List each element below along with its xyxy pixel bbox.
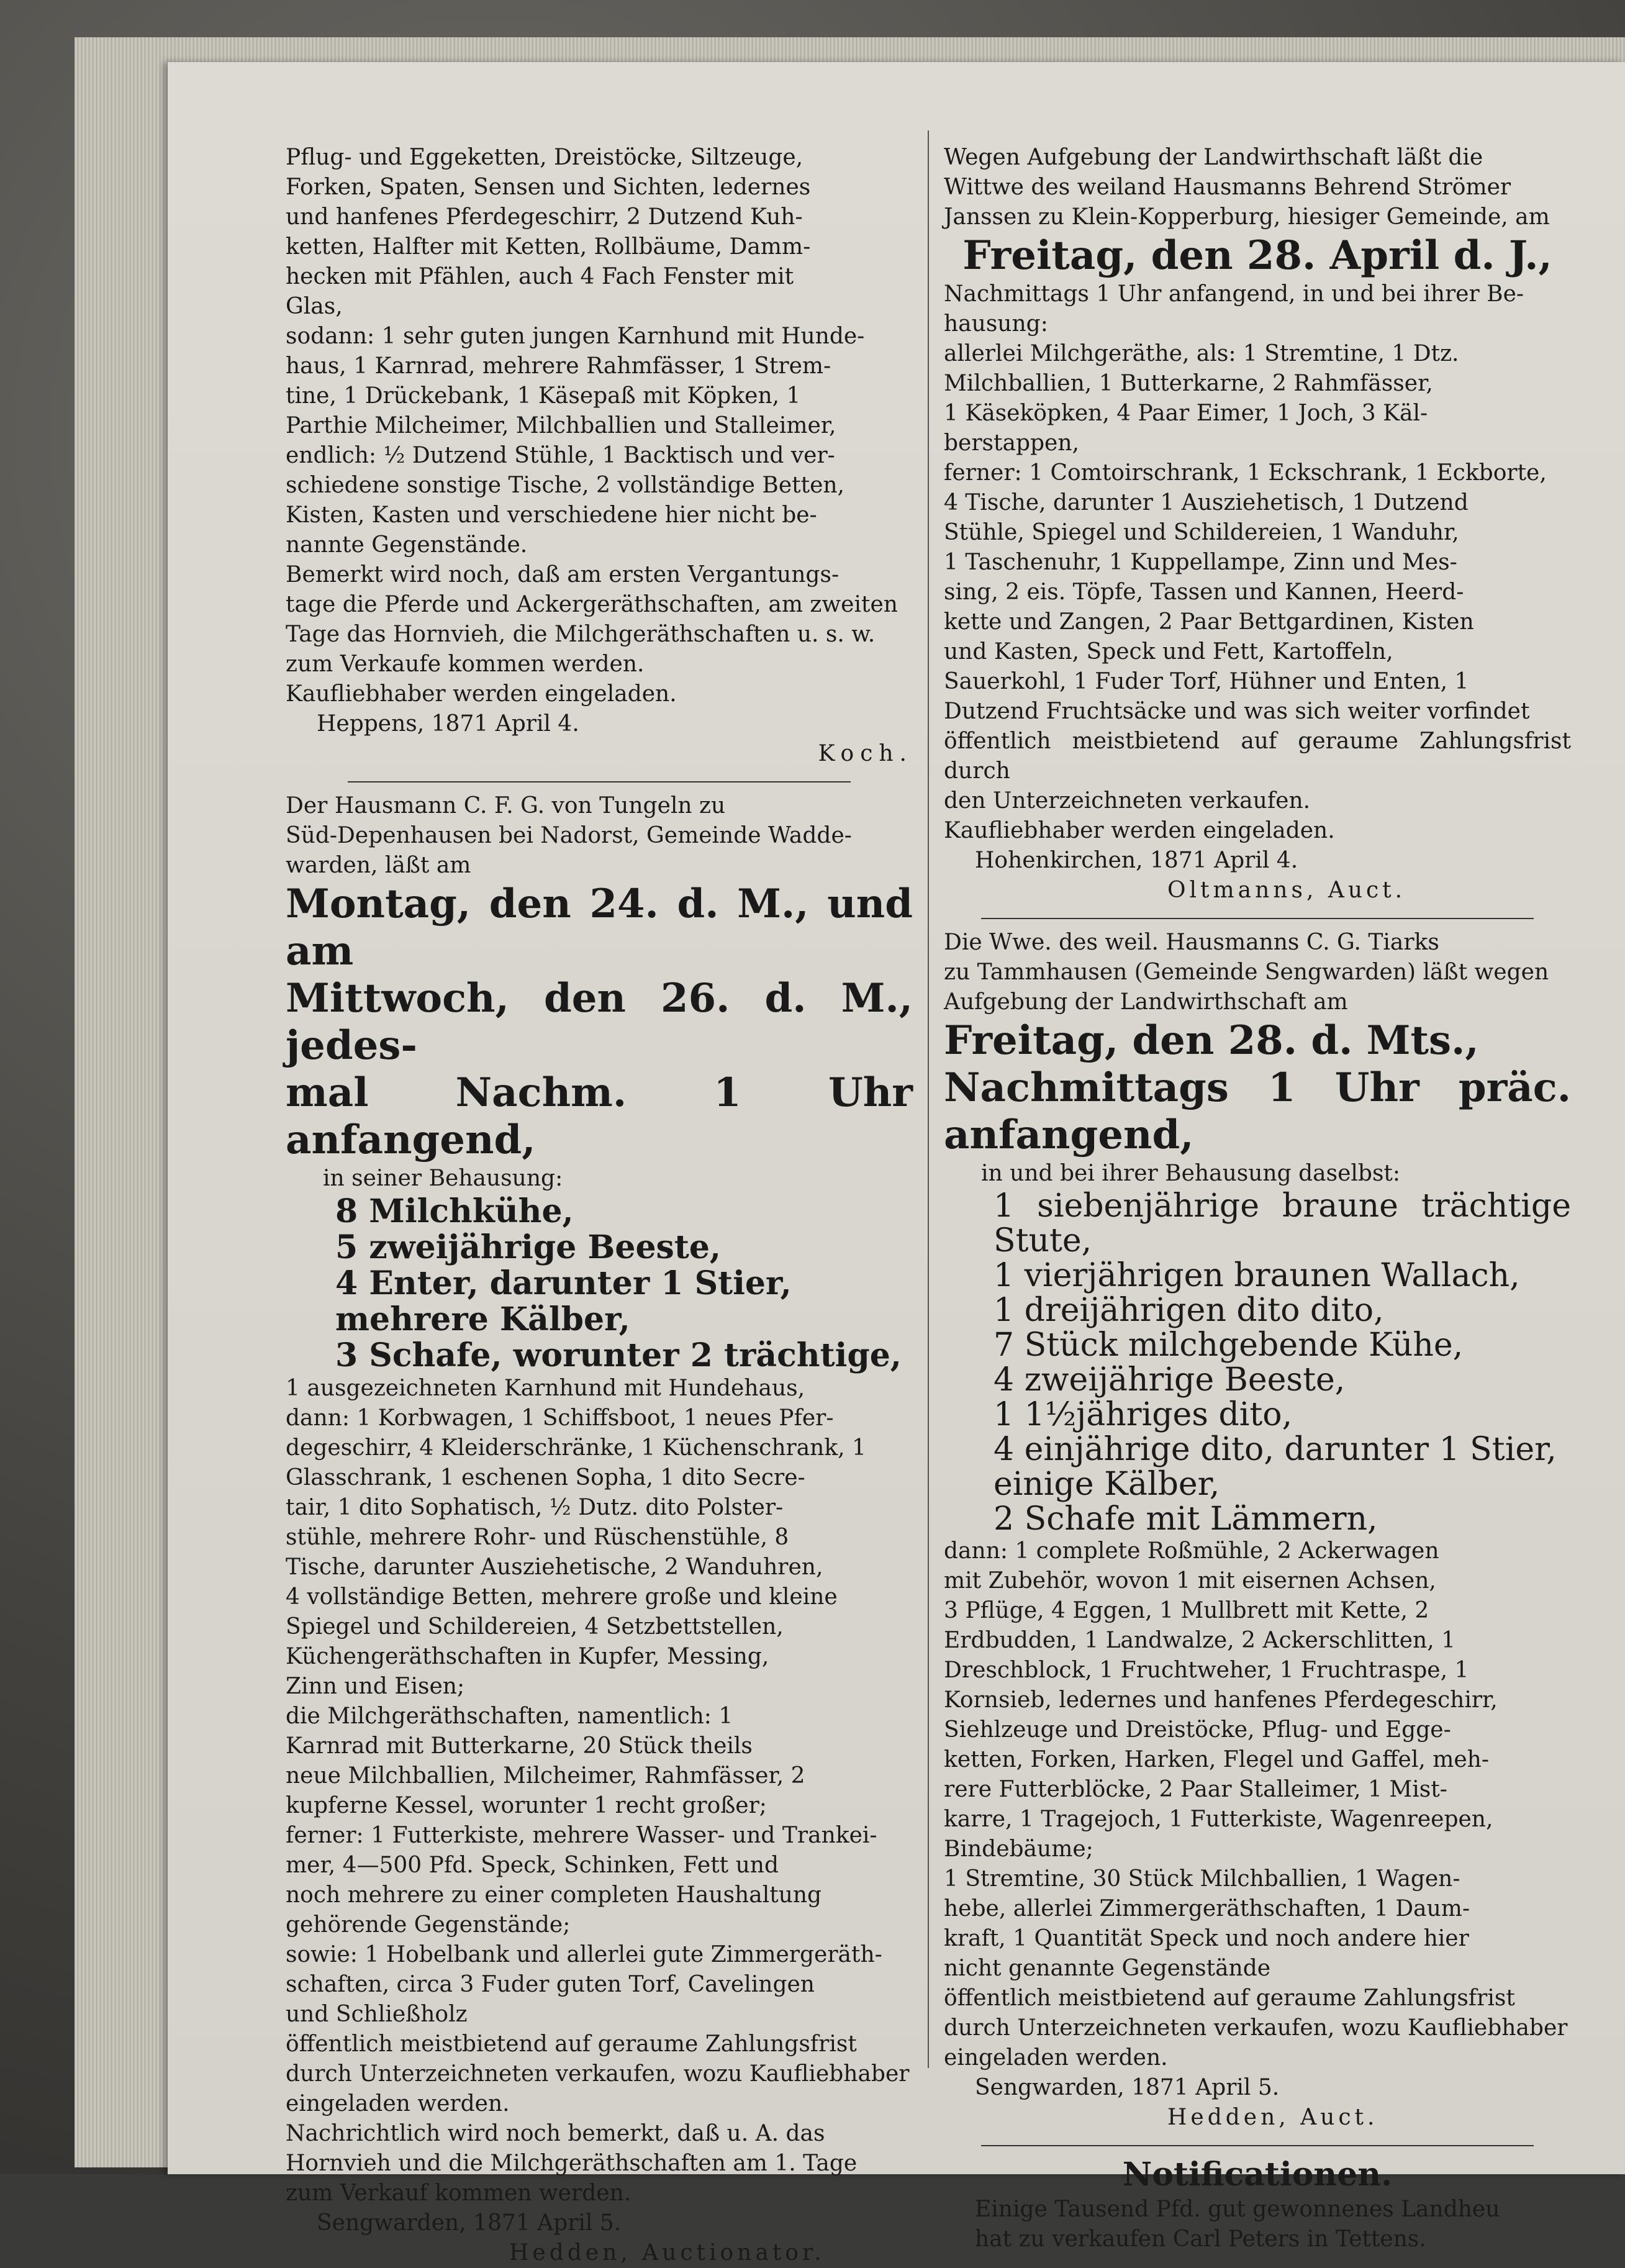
ad4-signature: Hedden, Auct. <box>1167 2105 1378 2130</box>
auction-date-line: Nachmittags 1 Uhr präc. anfangend, <box>944 1064 1571 1158</box>
livestock-item: 1 vierjährigen braunen Wallach, <box>994 1257 1520 1294</box>
text-line: hebe, allerlei Zimmergeräthschaften, 1 Daum- <box>944 1896 1470 1921</box>
livestock-item: 1 dreijährigen dito dito, <box>994 1292 1384 1329</box>
ad3-date: Freitag, den 28. April d. J., <box>962 232 1552 279</box>
text-line: Janssen zu Klein-Kopperburg, hiesiger Gemeinde, am <box>944 204 1550 230</box>
text-line: durch Unterzeichneten verkaufen, wozu Kaufliebhaber <box>944 2015 1568 2041</box>
text-line: tair, 1 dito Sophatisch, ½ Dutz. dito Polster- <box>286 1495 784 1520</box>
text-line: eingeladen werden. <box>286 2091 510 2116</box>
ad4-place-date: Sengwarden, 1871 April 5. <box>975 2075 1280 2100</box>
text-line: 3 Pflüge, 4 Eggen, 1 Mullbrett mit Kette, 2 <box>944 1598 1429 1623</box>
text-line: hecken mit Pfählen, auch 4 Fach Fenster mit <box>286 264 794 289</box>
text-line: mer, 4—500 Pfd. Speck, Schinken, Fett und <box>286 1853 779 1878</box>
right-column <box>944 143 1571 2254</box>
text-line: dann: 1 complete Roßmühle, 2 Ackerwagen <box>944 1538 1439 1564</box>
auction-date-line: Montag, den 24. d. M., und am <box>286 881 913 974</box>
text-line: kraft, 1 Quantität Speck und noch andere hier <box>944 1926 1469 1951</box>
ad2-place: in seiner Behausung: <box>323 1166 563 1191</box>
text-line: schiedene sonstige Tische, 2 vollständige Betten, <box>286 473 844 498</box>
text-line: ketten, Forken, Harken, Flegel und Gaffel, meh- <box>944 1747 1490 1772</box>
ad3-place-date: Hohenkirchen, 1871 April 4. <box>975 848 1298 873</box>
section-heading: Notificationen. <box>1122 2156 1393 2193</box>
text-line: dann: 1 Korbwagen, 1 Schiffsboot, 1 neues Pfer- <box>286 1405 834 1431</box>
text-line: Dutzend Fruchtsäcke und was sich weiter vorfindet <box>944 699 1530 724</box>
auction-date-line: Freitag, den 28. d. Mts., <box>944 1017 1479 1064</box>
text-line: Einige Tausend Pfd. gut gewonnenes Landheu <box>975 2197 1500 2222</box>
text-line: hat zu verkaufen Carl Peters in Tettens. <box>975 2226 1426 2252</box>
text-line: degeschirr, 4 Kleiderschränke, 1 Küchenschrank, 1 <box>286 1435 866 1461</box>
text-line: Karnrad mit Butterkarne, 20 Stück theils <box>286 1733 753 1759</box>
ad1-signature: Koch. <box>818 741 913 766</box>
livestock-item: 4 einjährige dito, darunter 1 Stier, <box>994 1431 1557 1468</box>
text-line: Küchengeräthschaften in Kupfer, Messing, <box>286 1644 769 1669</box>
notice <box>944 2195 1571 2254</box>
ad2-intro <box>286 791 913 881</box>
ad4-items <box>944 1189 1571 1536</box>
text-line: öffentlich meistbietend auf geraume Zahlungsfrist <box>286 2031 857 2057</box>
text-line: Glas, <box>286 294 343 319</box>
separator-rule <box>348 781 851 782</box>
text-line: kupferne Kessel, worunter 1 recht großer; <box>286 1793 767 1818</box>
text-line: ferner: 1 Futterkiste, mehrere Wasser- und Trankei- <box>286 1823 877 1848</box>
text-line: Süd-Depenhausen bei Nadorst, Gemeinde Wadde- <box>286 823 852 848</box>
text-line: sowie: 1 Hobelbank und allerlei gute Zimmergeräth- <box>286 1942 882 1967</box>
text-line: Milchballien, 1 Butterkarne, 2 Rahmfässer, <box>944 371 1433 396</box>
text-line: endlich: ½ Dutzend Stühle, 1 Backtisch und ver- <box>286 443 835 468</box>
text-line: Aufgebung der Landwirthschaft am <box>944 989 1348 1015</box>
ad3-signature: Oltmanns, Auct. <box>1167 878 1406 903</box>
text-line: und Kasten, Speck und Fett, Kartoffeln, <box>944 639 1393 665</box>
separator-rule <box>981 918 1534 919</box>
livestock-item: mehrere Kälber, <box>335 1300 630 1338</box>
text-line: noch mehrere zu einer completen Haushaltung <box>286 1882 822 1908</box>
livestock-item: 1 1½jähriges dito, <box>994 1396 1293 1433</box>
ad1-place-date: Heppens, 1871 April 4. <box>317 711 579 737</box>
text-line: öffentlich meistbietend auf geraume Zahlungsfrist <box>944 1985 1515 2011</box>
left-column <box>286 143 913 2268</box>
text-line: Bindebäume; <box>944 1836 1093 1862</box>
ad2-place-date: Sengwarden, 1871 April 5. <box>317 2210 622 2236</box>
ad4-date-block <box>944 1017 1571 1159</box>
text-line: warden, läßt am <box>286 853 471 878</box>
text-line: nicht genannte Gegenstände <box>944 1956 1271 1981</box>
text-line: Kisten, Kasten und verschiedene hier nicht be- <box>286 502 817 528</box>
text-line: Der Hausmann C. F. G. von Tungeln zu <box>286 793 726 819</box>
text-line: Bemerkt wird noch, daß am ersten Vergantungs- <box>286 562 840 587</box>
text-line: die Milchgeräthschaften, namentlich: 1 <box>286 1703 733 1729</box>
newspaper-page <box>168 62 1625 2266</box>
text-line: Wegen Aufgebung der Landwirthschaft läßt die <box>944 145 1483 170</box>
livestock-item: 4 zweijährige Beeste, <box>994 1361 1346 1399</box>
ad4-intro <box>944 928 1571 1017</box>
text-line: berstappen, <box>944 430 1079 456</box>
text-line: 1 Stremtine, 30 Stück Milchballien, 1 Wagen- <box>944 1866 1460 1892</box>
text-line: durch Unterzeichneten verkaufen, wozu Kaufliebhaber <box>286 2061 910 2087</box>
text-line: schaften, circa 3 Fuder guten Torf, Cavelingen <box>286 1972 815 1997</box>
text-line: tage die Pferde und Ackergeräthschaften, am zweiten <box>286 592 898 617</box>
text-line: Tische, darunter Ausziehetische, 2 Wanduhren, <box>286 1554 823 1580</box>
text-line: haus, 1 Karnrad, mehrere Rahmfässer, 1 Strem- <box>286 353 831 379</box>
livestock-item: 8 Milchkühe, <box>335 1192 574 1230</box>
text-line: Tage das Hornvieh, die Milchgeräthschaften u. s. w. <box>286 622 876 647</box>
ad2-items <box>286 1194 913 1374</box>
livestock-item: 7 Stück milchgebende Kühe, <box>994 1327 1464 1364</box>
livestock-item: einige Kälber, <box>994 1466 1220 1503</box>
text-line: Stühle, Spiegel und Schildereien, 1 Wanduhr, <box>944 520 1459 545</box>
text-line: Kornsieb, ledernes und hanfenes Pferdegeschirr, <box>944 1687 1498 1713</box>
text-line: Kaufliebhaber werden eingeladen. <box>286 681 677 707</box>
text-line: ketten, Halfter mit Ketten, Rollbäume, Damm- <box>286 234 811 260</box>
text-line: Kaufliebhaber werden eingeladen. <box>944 818 1335 843</box>
text-line: Dreschblock, 1 Fruchtweher, 1 Fruchtraspe, 1 <box>944 1658 1469 1683</box>
text-line: 1 Käseköpken, 4 Paar Eimer, 1 Joch, 3 Käl- <box>944 401 1428 426</box>
ad4-body <box>944 1536 1571 2073</box>
text-line: karre, 1 Tragejoch, 1 Futterkiste, Wagenreepen, <box>944 1807 1493 1832</box>
text-line: nannte Gegenstände. <box>286 532 528 558</box>
text-line: den Unterzeichneten verkaufen. <box>944 788 1311 814</box>
text-line: sodann: 1 sehr guten jungen Karnhund mit Hunde- <box>286 324 865 349</box>
auction-date-line: mal Nachm. 1 Uhr anfangend, <box>286 1069 913 1163</box>
text-line: zum Verkaufe kommen werden. <box>286 651 645 677</box>
text-line: 1 Taschenuhr, 1 Kuppellampe, Zinn und Mes- <box>944 550 1457 575</box>
text-line: 4 Tische, darunter 1 Ausziehetisch, 1 Dutzend <box>944 490 1469 515</box>
text-line: 4 vollständige Betten, mehrere große und kleine <box>286 1584 838 1610</box>
text-line: sing, 2 eis. Töpfe, Tassen und Kannen, Heerd- <box>944 579 1464 605</box>
text-line: gehörende Gegenstände; <box>286 1912 571 1938</box>
ad2-date-block <box>286 881 913 1164</box>
text-line: Spiegel und Schildereien, 4 Setzbettstellen, <box>286 1614 784 1640</box>
text-line: rere Futterblöcke, 2 Paar Stalleimer, 1 Mist- <box>944 1777 1447 1802</box>
ad4-place: in und bei ihrer Behausung daselbst: <box>981 1161 1401 1186</box>
text-line: Glasschrank, 1 eschenen Sopha, 1 dito Secre- <box>286 1465 805 1490</box>
text-line: neue Milchballien, Milcheimer, Rahmfässer, 2 <box>286 1763 805 1789</box>
text-line: hausung: <box>944 311 1048 337</box>
ad2-body <box>286 1374 913 2208</box>
text-line: öffentlich meistbietend auf geraume Zahlungsfrist durch <box>944 728 1571 784</box>
text-line: Forken, Spaten, Sensen und Sichten, ledernes <box>286 175 811 200</box>
ad3-body <box>944 279 1571 846</box>
livestock-item: 1 siebenjährige braune trächtige Stute, <box>994 1187 1571 1259</box>
text-line: und hanfenes Pferdegeschirr, 2 Dutzend Kuh- <box>286 204 803 230</box>
ad3-intro <box>944 143 1571 232</box>
livestock-item: 4 Enter, darunter 1 Stier, <box>335 1264 792 1302</box>
text-line: Pflug- und Eggeketten, Dreistöcke, Siltzeuge, <box>286 145 803 170</box>
text-line: eingeladen werden. <box>944 2045 1168 2071</box>
text-line: zu Tammhausen (Gemeinde Sengwarden) läßt wegen <box>944 959 1549 985</box>
text-line: Die Wwe. des weil. Hausmanns C. G. Tiarks <box>944 930 1439 955</box>
text-line: Hornvieh und die Milchgeräthschaften am 1. Tage <box>286 2151 858 2176</box>
text-line: und Schließholz <box>286 2002 468 2027</box>
text-line: Siehlzeuge und Dreistöcke, Pflug- und Egge- <box>944 1717 1451 1743</box>
livestock-item: 3 Schafe, worunter 2 trächtige, <box>335 1336 902 1374</box>
text-line: Parthie Milcheimer, Milchballien und Stalleimer, <box>286 413 836 438</box>
text-line: Nachmittags 1 Uhr anfangend, in und bei ihrer Be- <box>944 281 1524 307</box>
auction-date-line: Mittwoch, den 26. d. M., jedes- <box>286 975 913 1069</box>
text-line: 1 ausgezeichneten Karnhund mit Hundehaus, <box>286 1376 805 1401</box>
text-line: Sauerkohl, 1 Fuder Torf, Hühner und Enten, 1 <box>944 669 1469 694</box>
text-line: mit Zubehör, wovon 1 mit eisernen Achsen, <box>944 1568 1436 1594</box>
text-line: Zinn und Eisen; <box>286 1674 465 1699</box>
text-line: tine, 1 Drückebank, 1 Käsepaß mit Köpken, 1 <box>286 383 801 409</box>
livestock-item: 5 zweijährige Beeste, <box>335 1228 722 1266</box>
ad1-lines <box>286 143 913 709</box>
text-line: Wittwe des weiland Hausmanns Behrend Strömer <box>944 175 1511 200</box>
text-line: Nachrichtlich wird noch bemerkt, daß u. A. das <box>286 2121 825 2146</box>
text-line: allerlei Milchgeräthe, als: 1 Stremtine, 1 Dtz. <box>944 341 1459 366</box>
text-line: stühle, mehrere Rohr- und Rüschenstühle, 8 <box>286 1525 789 1550</box>
text-line: ferner: 1 Comtoirschrank, 1 Eckschrank, 1 Eckborte, <box>944 460 1547 486</box>
text-line: Erdbudden, 1 Landwalze, 2 Ackerschlitten, 1 <box>944 1628 1456 1653</box>
separator-rule <box>981 2145 1534 2146</box>
ad2-signature: Hedden, Auctionator. <box>509 2240 825 2266</box>
text-line: zum Verkauf kommen werden. <box>286 2180 631 2206</box>
text-line: kette und Zangen, 2 Paar Bettgardinen, Kisten <box>944 609 1474 635</box>
livestock-item: 2 Schafe mit Lämmern, <box>994 1500 1378 1538</box>
